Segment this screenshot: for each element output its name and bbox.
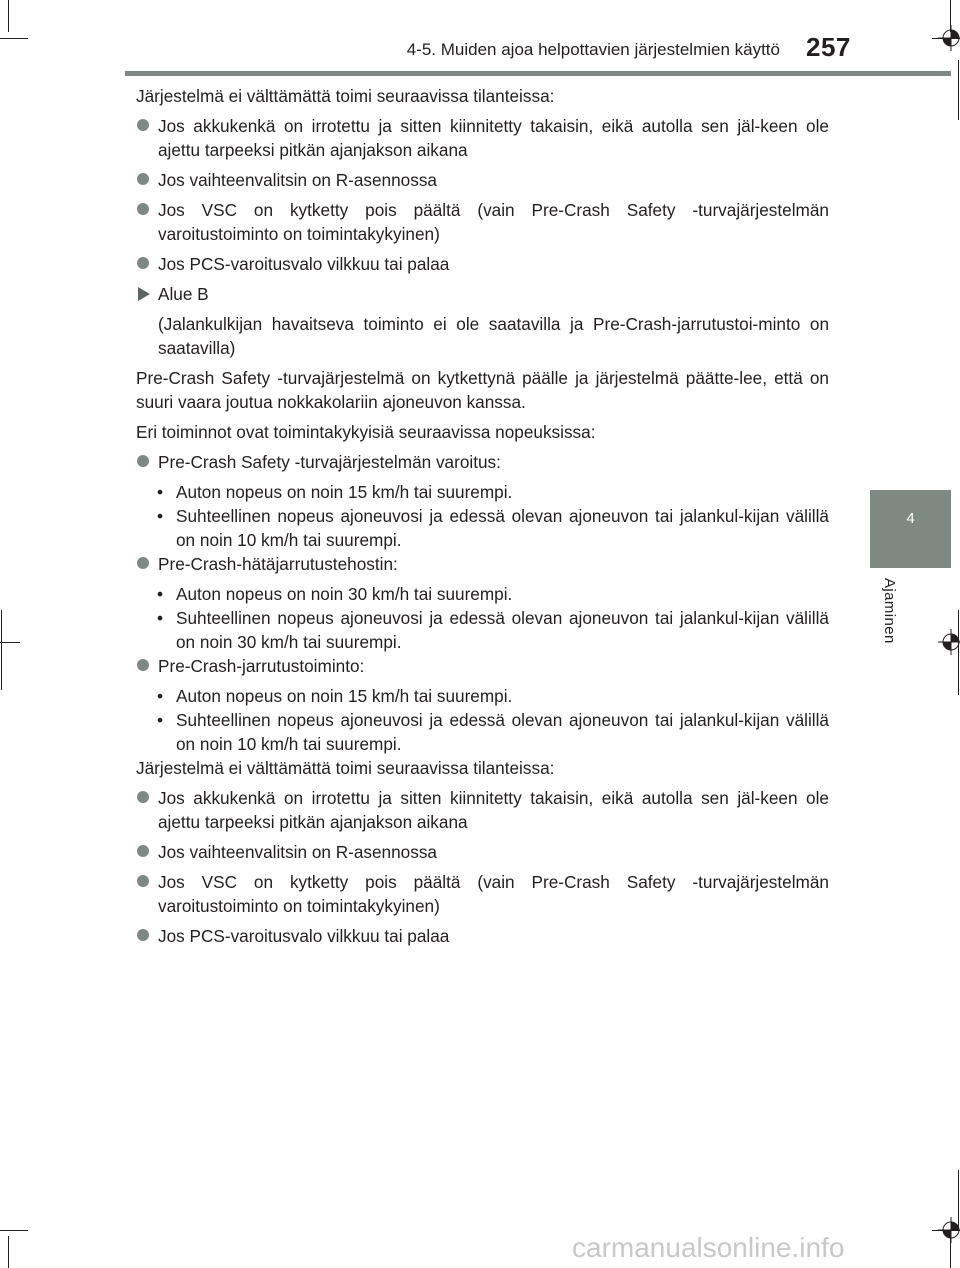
watermark: carmanualsonline.info <box>572 1232 845 1263</box>
chapter-label: Ajaminen <box>881 578 898 644</box>
header-rule <box>125 71 951 76</box>
sub-list-item: • Suhteellinen nopeus ajoneuvosi ja edessä olevan ajoneuvon tai jalankul-kijan välillä on noin 30 km/h tai suurempi. <box>157 608 829 652</box>
chapter-tab <box>870 490 951 568</box>
chapter-number: 4 <box>906 510 915 527</box>
paragraph: Järjestelmä ei välttämättä toimi seuraavissa tilanteissa: <box>136 86 555 106</box>
sub-list-item: • Auton nopeus on noin 15 km/h tai suurempi. <box>157 482 513 502</box>
paragraph: Järjestelmä ei välttämättä toimi seuraavissa tilanteissa: <box>136 758 555 778</box>
registration-mark-icon <box>938 25 960 51</box>
paragraph: Eri toiminnot ovat toimintakykyisiä seuraavissa nopeuksissa: <box>136 422 596 442</box>
bullet-icon <box>137 557 149 569</box>
header-title: 4-5. Muiden ajoa helpottavien järjestelmien käyttö <box>406 40 780 59</box>
bullet-icon <box>137 173 149 185</box>
list-item: Pre-Crash-jarrutustoiminto: <box>136 654 829 678</box>
page-number: 257 <box>806 32 851 62</box>
paragraph: Pre-Crash Safety -turvajärjestelmä on kytkettynä päälle ja järjestelmä päätte-lee, että on suuri vaara joutua nokkakolariin ajoneuvon kanssa. <box>136 368 829 412</box>
list-item: Jos PCS-varoitusvalo vilkkuu tai palaa <box>136 924 829 948</box>
registration-mark-icon <box>938 1217 960 1243</box>
list-item: Jos akkukenkä on irrotettu ja sitten kiinnitetty takaisin, eikä autolla sen jäl-keen ole ajettu tarpeeksi pitkän ajanjakson aikana <box>136 114 829 162</box>
bullet-icon <box>137 845 149 857</box>
bullet-icon <box>137 119 149 131</box>
list-item: Jos PCS-varoitusvalo vilkkuu tai palaa <box>136 252 829 276</box>
list-item: Pre-Crash Safety -turvajärjestelmän varoitus: <box>136 450 829 474</box>
triangle-arrow-icon <box>138 287 150 301</box>
bullet-icon <box>137 791 149 803</box>
page-content <box>136 84 829 948</box>
list-item: Jos vaihteenvalitsin on R-asennossa <box>136 168 829 192</box>
sub-list-item: • Auton nopeus on noin 30 km/h tai suurempi. <box>157 584 513 604</box>
bullet-icon <box>137 875 149 887</box>
list-item: Jos VSC on kytketty pois päältä (vain Pre-Crash Safety -turvajärjestelmän varoitustoiminto on toimintakykyinen) <box>136 198 829 246</box>
bullet-icon <box>137 659 149 671</box>
list-item: Jos VSC on kytketty pois päältä (vain Pre-Crash Safety -turvajärjestelmän varoitustoiminto on toimintakykyinen) <box>136 870 829 918</box>
list-item: Jos vaihteenvalitsin on R-asennossa <box>136 840 829 864</box>
bullet-icon <box>137 455 149 467</box>
sub-list-item: • Suhteellinen nopeus ajoneuvosi ja edessä olevan ajoneuvon tai jalankul-kijan välillä on noin 10 km/h tai suurempi. <box>157 506 829 550</box>
bullet-icon <box>137 203 149 215</box>
bullet-icon <box>137 257 149 269</box>
list-item: Pre-Crash-hätäjarrutustehostin: <box>136 552 829 576</box>
section-note: (Jalankulkijan havaitseva toiminto ei ole saatavilla ja Pre-Crash-jarrutustoi-minto on saatavilla) <box>158 314 829 358</box>
sub-list-item: • Auton nopeus on noin 15 km/h tai suurempi. <box>157 686 513 706</box>
sub-list-item: • Suhteellinen nopeus ajoneuvosi ja edessä olevan ajoneuvon tai jalankul-kijan välillä on noin 10 km/h tai suurempi. <box>157 710 829 754</box>
bullet-icon <box>137 929 149 941</box>
registration-mark-icon <box>938 629 960 655</box>
list-item: Jos akkukenkä on irrotettu ja sitten kiinnitetty takaisin, eikä autolla sen jäl-keen ole ajettu tarpeeksi pitkän ajanjakson aikana <box>136 786 829 834</box>
section-heading: Alue B <box>136 282 829 306</box>
